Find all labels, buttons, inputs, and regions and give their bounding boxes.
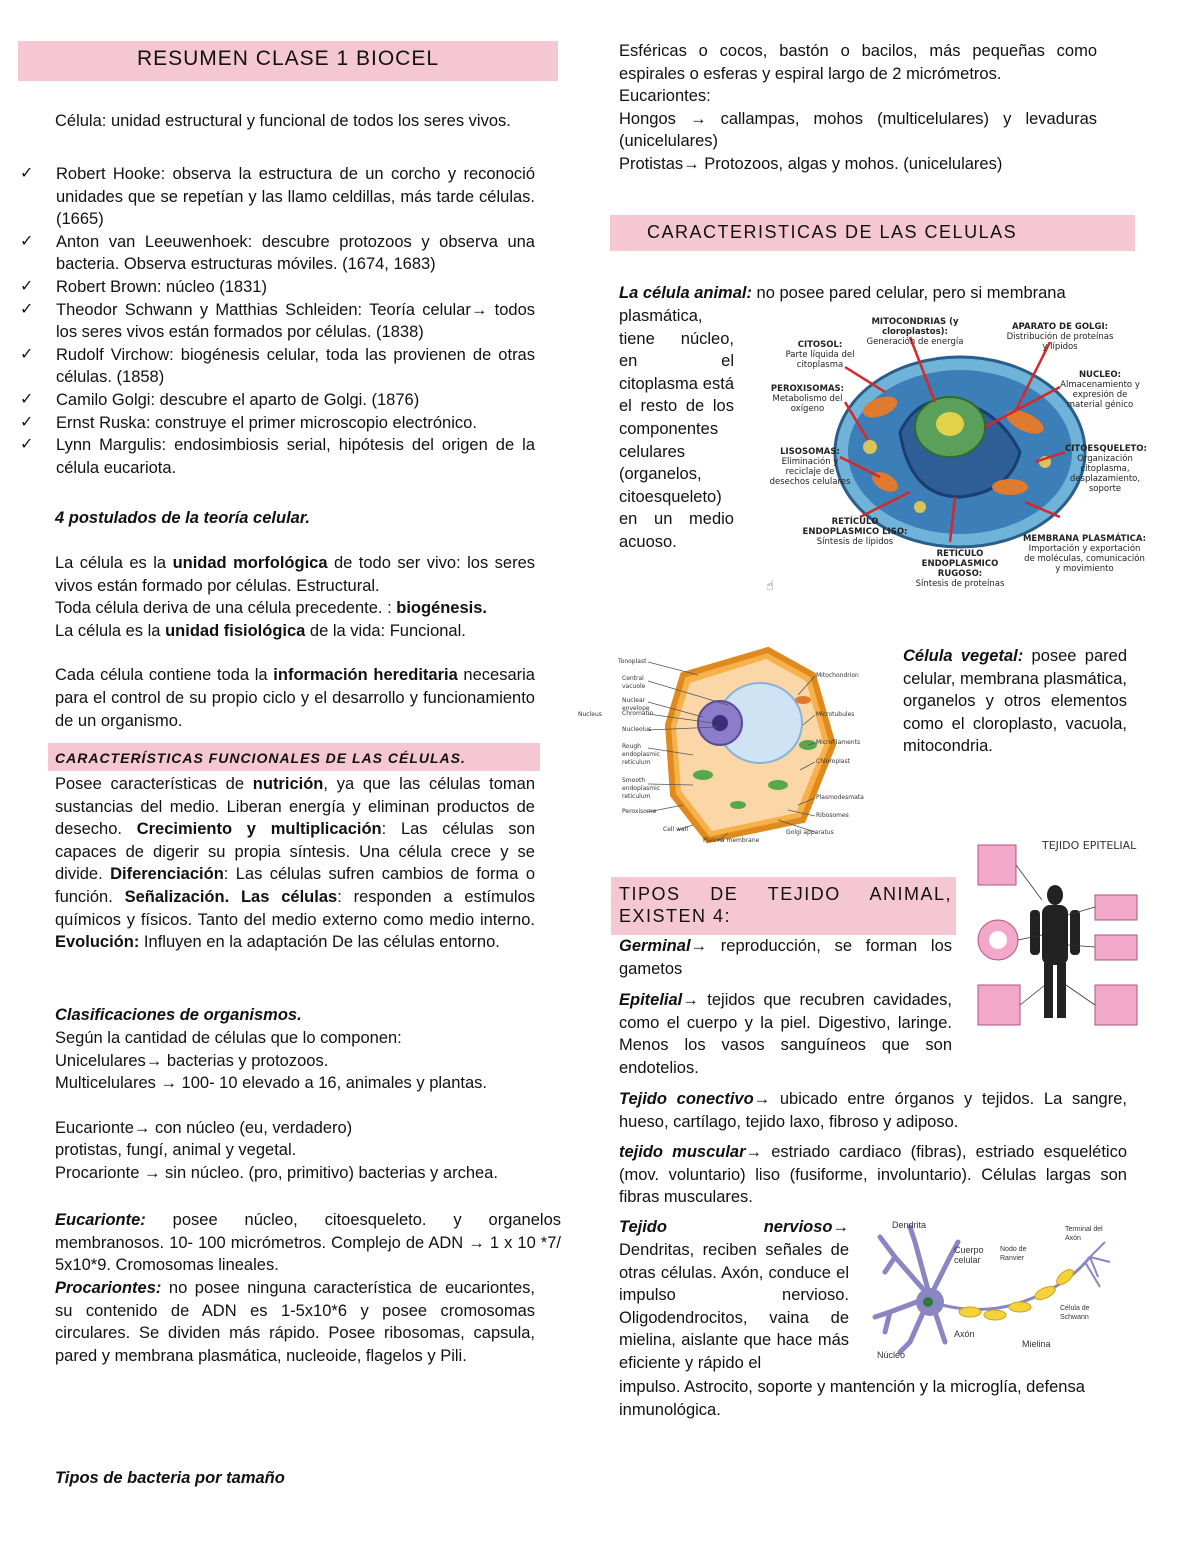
neuron-label-axon: Axón [954,1329,975,1339]
neuron-label-cuerpo: Cuerpo celular [954,1245,984,1265]
postulados-heading: 4 postulados de la teoría celular. [55,509,310,527]
check-icon: ✓ [20,232,34,250]
right-top-block [619,40,1097,176]
nervioso-text-2: impulso. Astrocito, soporte y mantención y la microglía, defensa inmunológica. [619,1378,1085,1419]
label-golgi: APARATO DE GOLGI: Distribución de proteínas y lípidos [1006,322,1114,352]
postulado-2: Toda célula deriva de una célula precedente. : biogénesis. [55,599,488,618]
vegetal-text: Célula vegetal: posee pared celular, membrana plasmática, organelos y otros elementos como el cloroplasto, vacuola, mitocondria. [903,647,1127,756]
carac-heading: CARACTERISTICAS DE LAS CELULAS [647,222,1018,242]
nervioso-text: Dendritas, reciben señales de otras células. Axón, conduce el impulso nervioso. Oligodendrocitos, vaina de mielina, aislante que hace más eficiente y rápido el [619,1241,849,1372]
list-item: ✓ Robert Brown: núcleo (1831) [20,276,535,299]
germinal-text: Germinal→ reproducción, se forman los gametos [619,937,952,978]
protistas-text: Protistas→ Protozoos, algas y mohos. (unicelulares) [619,154,1003,173]
plant-label: Plasmodesmata [816,794,864,801]
func-text: Posee características de nutrición, ya que las células toman sustancias del medio. Liberan energía y eliminan productos de desecho. Crecimiento y multiplicación: Las células son capaces de digerir su propia síntesis. Una célula crece y se divide. Diferenciación: Las células sufren cambios de forma o función. Señalización. Las células: responden a estímulos químicos y físicos. Tanto del medio externo como medio interno. Evolución: Influyen en la adaptación De las células entorno. [55,775,536,952]
nervioso-heading: Tejido nervioso→ [619,1218,849,1236]
neuron-label-schwann: Célula de Schwann [1060,1305,1090,1321]
plant-label: Nucleolus [622,726,652,733]
neuron-label-nucleo: Núcleo [877,1350,906,1360]
history-list [20,163,535,479]
bacteria-heading: Tipos de bacteria por tamaño [55,1469,285,1487]
bacteria-shapes-text: Esféricas o cocos, bastón o bacilos, más pequeñas como espirales o esferas y espiral largo de 2 micrómetros. [619,42,1097,83]
check-icon: ✓ [20,436,34,454]
plant-label: Nuclear envelope [622,697,650,712]
neuron-label-term: Terminal del Axón [1065,1226,1103,1242]
intro-text: Célula: unidad estructural y funcional de todos los seres vivos. [55,112,511,130]
list-item: ✓ Ernst Ruska: construye el primer microscopio electrónico. [20,412,535,435]
epithelial-figure [970,835,1150,1050]
plant-label: Microtubules [816,711,855,718]
label-membrana: MEMBRANA PLASMÁTICA: Importación y exportación de moléculas, comunicación y movimiento [1022,534,1147,574]
plant-label: Chloroplast [816,758,850,765]
plant-label: Tonoplast [618,658,647,665]
clasif-line: Según la cantidad de células que lo componen: [55,1029,402,1047]
eucarionte-text: Eucarionte: posee núcleo, citoesqueleto. y organelos membranosos. 10- 100 micrómetros. Complejo de ADN → 1 x 10 *7/ 5x10*9. Cromosomas lineales. [55,1211,561,1275]
epitelial-text: Epitelial→ tejidos que recubren cavidades, como el cuerpo y la piel. Digestivo, laringe. Menos los vasos sanguíneos que son endotelios. [619,991,952,1077]
procariontes-text: Procariontes: no posee ninguna característica de eucariontes, su contenido de ADN es 1-5x10*6 y posee cromosomas circulares. Se dividen más rápido. Posee ribosomas, capsula, pared y membrana plasmática, nucleoide, flagelos y Pili. [55,1279,535,1365]
check-icon: ✓ [20,345,34,363]
check-icon: ✓ [20,277,34,295]
neuron-label-nodo: Nodo de Ranvier [1000,1246,1027,1262]
label-lisosomas: LISOSOMAS: Eliminación y reciclaje de desechos celulares [769,447,851,487]
plant-label: Nucleus [578,711,602,718]
func-heading: CARACTERÍSTICAS FUNCIONALES DE LAS CÉLULAS. [55,750,466,766]
animal-cell-figure [760,312,1150,602]
check-icon: ✓ [20,413,34,431]
animal-cell-line1: La célula animal: no posee pared celular, pero si membrana [619,284,1066,302]
neuron-figure [870,1217,1120,1362]
label-rel: RETÍCULO ENDOPLASMICO LISO: Síntesis de lípidos [802,517,908,547]
plant-label: Central vacuole [622,675,646,690]
label-nucleo: NUCLEO: Almacenamiento y expresión de material génico [1060,370,1140,410]
postulado-1: La célula es la unidad morfológica de todo ser vivo: los seres vivos están formado por células. Estructural. [55,554,536,595]
plant-label: Mitochondrion [816,672,859,679]
list-item: ✓ Camilo Golgi: descubre el aparto de Golgi. (1876) [20,389,535,412]
tejido-heading: TIPOS DE TEJIDO ANIMAL, EXISTEN 4: [619,884,952,926]
postulado-3: La célula es la unidad fisiológica de la vida: Funcional. [55,621,466,640]
muscular-text: tejido muscular→ estriado cardiaco (fibras), estriado esquelético (mov. voluntario) liso (fusiforme, involuntario). Células largas son fibras musculares. [619,1143,1127,1207]
postulados-block [55,552,535,732]
label-citosol: CITOSOL: Parte líquida del citoplasma [785,340,855,370]
clasif-line: Multicelulares → 100- 10 elevado a 16, animales y plantas. [55,1074,487,1093]
label-mitocondrias: MITOCONDRIAS (y cloroplastos): Generación de energía [866,317,964,347]
neuron-label-mielina: Mielina [1022,1339,1051,1349]
label-peroxisomas: PEROXISOMAS: Metabolismo del oxígeno [770,384,845,414]
list-item: ✓ Rudolf Virchow: biogénesis celular, toda las provienen de otras células. (1858) [20,345,535,387]
hongos-text: Hongos → callampas, mohos (multicelulares) y levaduras (unicelulares) [619,109,1097,151]
page-title: RESUMEN CLASE 1 BIOCEL [136,47,440,70]
clasif-line: Eucarionte→ con núcleo (eu, verdadero) [55,1118,353,1137]
check-icon: ✓ [20,390,34,408]
plant-label: Ribosomes [816,812,849,819]
plant-label: Plasma membrane [703,837,760,844]
hand-cursor-icon: ☝ [766,578,774,593]
list-item: ✓ Theodor Schwann y Matthias Schleiden: Teoría celular→ todos los seres vivos están formados por células. (1838) [20,300,535,342]
plant-label: Chromatin [622,710,654,717]
epithelial-diagram [970,835,1150,1050]
plant-label: Golgi apparatus [786,829,834,836]
list-item: ✓ Lynn Margulis: endosimbiosis serial, hipótesis del origen de la célula eucariota. [20,436,535,477]
epithelial-title: TEJIDO EPITELIAL [1042,839,1137,852]
label-citoesqueleto: CITOESQUELETO: Organización citoplasma, desplazamiento, soporte [1065,444,1147,494]
plant-label: Rough endoplasmic reticulum [622,743,661,766]
plant-label: Peroxisome [622,808,657,815]
plant-label: Microfilaments [816,739,861,746]
plant-label: Cell wall [663,826,689,833]
list-item: ✓ Robert Hooke: observa la estructura de un corcho y reconoció unidades que se repetían y las llamo celdillas, más tarde células. (1665) [20,165,535,229]
clasif-line: protistas, fungí, animal y vegetal. [55,1141,297,1160]
clasif-heading: Clasificaciones de organismos. [55,1006,302,1024]
clasif-line: Procarionte → sin núcleo. (pro, primitivo) bacterias y archea. [55,1163,498,1182]
check-icon: ✓ [20,300,34,318]
plant-label: Smooth endoplasmic reticulum [622,777,661,800]
conectivo-text: Tejido conectivo→ ubicado entre órganos y tejidos. La sangre, hueso, cartílago, tejido laxo, fibroso y adiposo. [619,1090,1127,1131]
plant-cell-figure [578,645,883,850]
animal-cell-text: plasmática, tiene núcleo, en el citoplasma está el resto de los componentes celulares (organelos, citoesqueleto) en un medio acuoso. [619,307,734,551]
check-icon: ✓ [20,165,34,182]
postulado-4: Cada célula contiene toda la información hereditaria necesaria para el control de su propio ciclo y el desarrollo y funcionamiento de un organismo. [55,666,535,730]
eucariontes-label: Eucariontes: [619,87,711,106]
neuron-label-dendrita: Dendrita [892,1220,927,1230]
clasif-line: Unicelulares→ bacterias y protozoos. [55,1051,329,1070]
clasif-block [55,1027,555,1185]
list-item: ✓ Anton van Leeuwenhoek: descubre protozoos y observa una bacteria. Observa estructuras móviles. (1674, 1683) [20,232,535,274]
label-rer: RETÍCULO ENDOPLASMICO RUGOSO: Síntesis de proteínas [915,549,1005,589]
